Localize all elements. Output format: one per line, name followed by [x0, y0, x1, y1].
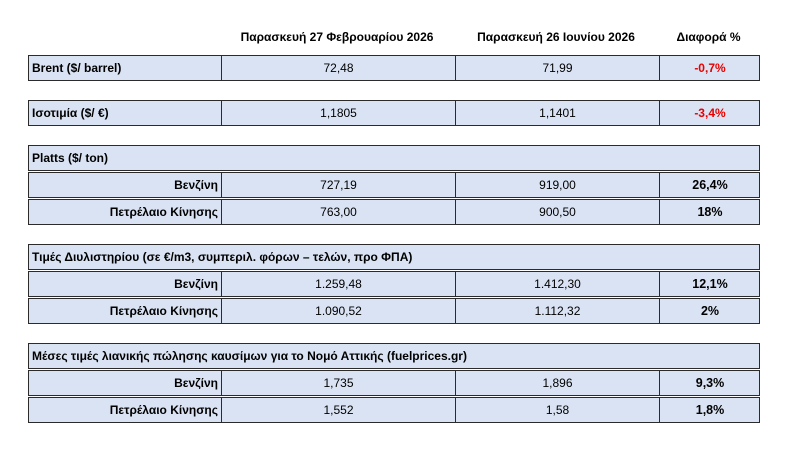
- header-date-2: Παρασκευή 26 Ιουνίου 2026: [477, 30, 635, 44]
- exchange-rate-row: [28, 100, 760, 126]
- retail-title: Μέσες τιμές λιανικής πώλησης καυσίμων για το Νομό Αττικής (fuelprices.gr): [32, 349, 467, 363]
- platts-gasoline-label: Βενζίνη: [174, 178, 218, 192]
- retail-gasoline-value-2: 1,896: [455, 371, 659, 395]
- exchange-rate-value-1: 1,1805: [221, 101, 455, 125]
- exchange-rate-label: Ισοτιμία ($/ €): [32, 106, 109, 120]
- retail-diesel-label: Πετρέλαιο Κίνησης: [109, 403, 218, 417]
- platts-diesel-value-2: 900,50: [455, 200, 659, 224]
- refinery-diesel-diff: 2%: [659, 299, 760, 323]
- refinery-diesel-value-1: 1.090,52: [221, 299, 455, 323]
- retail-title-row: [28, 343, 760, 369]
- exchange-rate-diff: -3,4%: [659, 101, 760, 125]
- platts-gasoline-diff: 26,4%: [659, 173, 760, 197]
- retail-gasoline-label: Βενζίνη: [174, 376, 218, 390]
- brent-diff: -0,7%: [659, 56, 760, 80]
- brent-value-2: 71,99: [455, 56, 659, 80]
- refinery-gasoline-label: Βενζίνη: [174, 277, 218, 291]
- retail-diesel-diff: 1,8%: [659, 398, 760, 422]
- exchange-rate-value-2: 1,1401: [455, 101, 659, 125]
- refinery-diesel-value-2: 1.112,32: [455, 299, 659, 323]
- platts-diesel-value-1: 763,00: [221, 200, 455, 224]
- refinery-diesel-row: [28, 298, 760, 324]
- platts-title: Platts ($/ ton): [32, 151, 109, 165]
- refinery-gasoline-value-1: 1.259,48: [221, 272, 455, 296]
- brent-value-1: 72,48: [221, 56, 455, 80]
- retail-diesel-row: [28, 397, 760, 423]
- brent-label: Brent ($/ barrel): [32, 61, 122, 75]
- retail-gasoline-diff: 9,3%: [659, 371, 760, 395]
- brent-row: [28, 55, 760, 81]
- refinery-gasoline-value-2: 1.412,30: [455, 272, 659, 296]
- platts-gasoline-row: [28, 172, 760, 198]
- refinery-diesel-label: Πετρέλαιο Κίνησης: [109, 304, 218, 318]
- platts-diesel-row: [28, 199, 760, 225]
- retail-gasoline-value-1: 1,735: [221, 371, 455, 395]
- platts-gasoline-value-2: 919,00: [455, 173, 659, 197]
- platts-diesel-diff: 18%: [659, 200, 760, 224]
- retail-gasoline-row: [28, 370, 760, 396]
- platts-title-row: [28, 145, 760, 171]
- platts-gasoline-value-1: 727,19: [221, 173, 455, 197]
- refinery-title: Τιμές Διυλιστηρίου (σε €/m3, συμπεριλ. φόρων – τελών, προ ΦΠΑ): [32, 250, 413, 264]
- platts-diesel-label: Πετρέλαιο Κίνησης: [109, 205, 218, 219]
- retail-diesel-value-1: 1,552: [221, 398, 455, 422]
- refinery-gasoline-diff: 12,1%: [659, 272, 760, 296]
- retail-diesel-value-2: 1,58: [455, 398, 659, 422]
- refinery-gasoline-row: [28, 271, 760, 297]
- header-date-1: Παρασκευή 27 Φεβρουαρίου 2026: [240, 30, 434, 44]
- refinery-title-row: [28, 244, 760, 270]
- header-difference: Διαφορά %: [676, 30, 741, 44]
